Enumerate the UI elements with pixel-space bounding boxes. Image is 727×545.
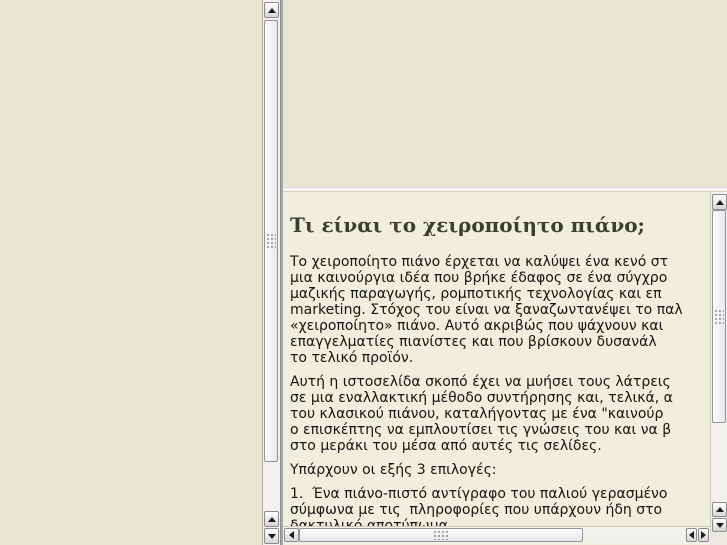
paragraph: [290, 462, 710, 478]
scroll-up-button[interactable]: [264, 511, 279, 527]
scroll-right-button[interactable]: [698, 528, 709, 542]
left-frame-vertical-scrollbar[interactable]: [262, 0, 280, 545]
paragraph: [290, 254, 710, 366]
up-arrow-icon: [268, 8, 276, 13]
down-arrow-icon: [716, 523, 724, 528]
right-arrow-icon: [701, 531, 706, 539]
text-line: ο επισκέπτης να εμπλουτίσει τις γνώσεις του και να β: [290, 422, 672, 438]
left-frame: [0, 0, 262, 545]
text-line: Υπάρχουν οι εξής 3 επιλογές:: [290, 462, 497, 478]
text-line: marketing. Στόχος του είναι να ξαναζωντανέψει το παλ: [290, 302, 683, 318]
text-line: Αυτή η ιστοσελίδα σκοπό έχει να μυήσει τους λάτρεις: [290, 374, 671, 390]
left-arrow-icon: [289, 531, 294, 539]
up-arrow-icon: [716, 507, 724, 512]
text-line: σε μια εναλλακτική μέθοδο συντήρησης και, τελικά, α: [290, 390, 673, 406]
grippy-dots-icon: [266, 233, 276, 249]
scroll-up-button[interactable]: [712, 194, 727, 210]
scroll-left-button[interactable]: [686, 528, 697, 542]
scroll-down-button[interactable]: [712, 518, 727, 532]
up-arrow-icon: [268, 517, 276, 522]
text-line: «χειροποίητο» πιάνο. Αυτό ακριβώς που ψάχνουν και: [290, 318, 664, 334]
grippy-dots-icon: [714, 309, 724, 325]
text-line: επαγγελματίες πιανίστες και που βρίσκουν δυσανάλ: [290, 334, 657, 350]
down-arrow-icon: [268, 534, 276, 539]
grippy-dots-icon: [433, 530, 449, 540]
content-horizontal-scrollbar[interactable]: [283, 526, 710, 543]
text-line: στο μεράκι του μέσα από αυτές τις σελίδες.: [290, 438, 602, 454]
text-line: το τελικό προϊόν.: [290, 350, 414, 366]
left-arrow-icon: [689, 531, 694, 539]
text-line: 1. Ένα πιάνο-πιστό αντίγραφο του παλιού γερασμένο: [290, 486, 668, 502]
text-line: Το χειροποίητο πιάνο έρχεται να καλύψει ένα κενό στ: [290, 254, 669, 270]
article: [283, 192, 710, 542]
paragraph: [290, 374, 710, 454]
scrollbar-thumb[interactable]: [712, 210, 726, 423]
up-arrow-icon: [716, 200, 724, 205]
text-line: του κλασικού πιάνου, καταλήγοντας με ένα "καινούρ: [290, 406, 664, 422]
text-line: μαζικής παραγωγής, ρομποτικής τεχνολογίας και επ: [290, 286, 662, 302]
page-title: Τι είναι το χειροποίητο πιάνο;: [290, 213, 645, 237]
text-line: μια καινούργια ιδέα που βρήκε έδαφος σε ένα σύγχρο: [290, 270, 668, 286]
right-frame: [283, 0, 727, 545]
scrollbar-corner: [710, 533, 727, 545]
content-vertical-scrollbar[interactable]: [710, 192, 727, 533]
scroll-up-button[interactable]: [712, 502, 727, 517]
content-text-panel: [283, 192, 710, 545]
scroll-up-button[interactable]: [264, 2, 279, 18]
scrollbar-thumb[interactable]: [299, 528, 583, 542]
scroll-down-button[interactable]: [264, 528, 279, 544]
scroll-left-button[interactable]: [284, 528, 299, 542]
scrollbar-thumb[interactable]: [264, 20, 278, 462]
article-paragraphs: [290, 254, 710, 534]
text-line: σύμφωνα με τις πληροφορίες που υπάρχουν ήδη στο: [290, 502, 663, 518]
